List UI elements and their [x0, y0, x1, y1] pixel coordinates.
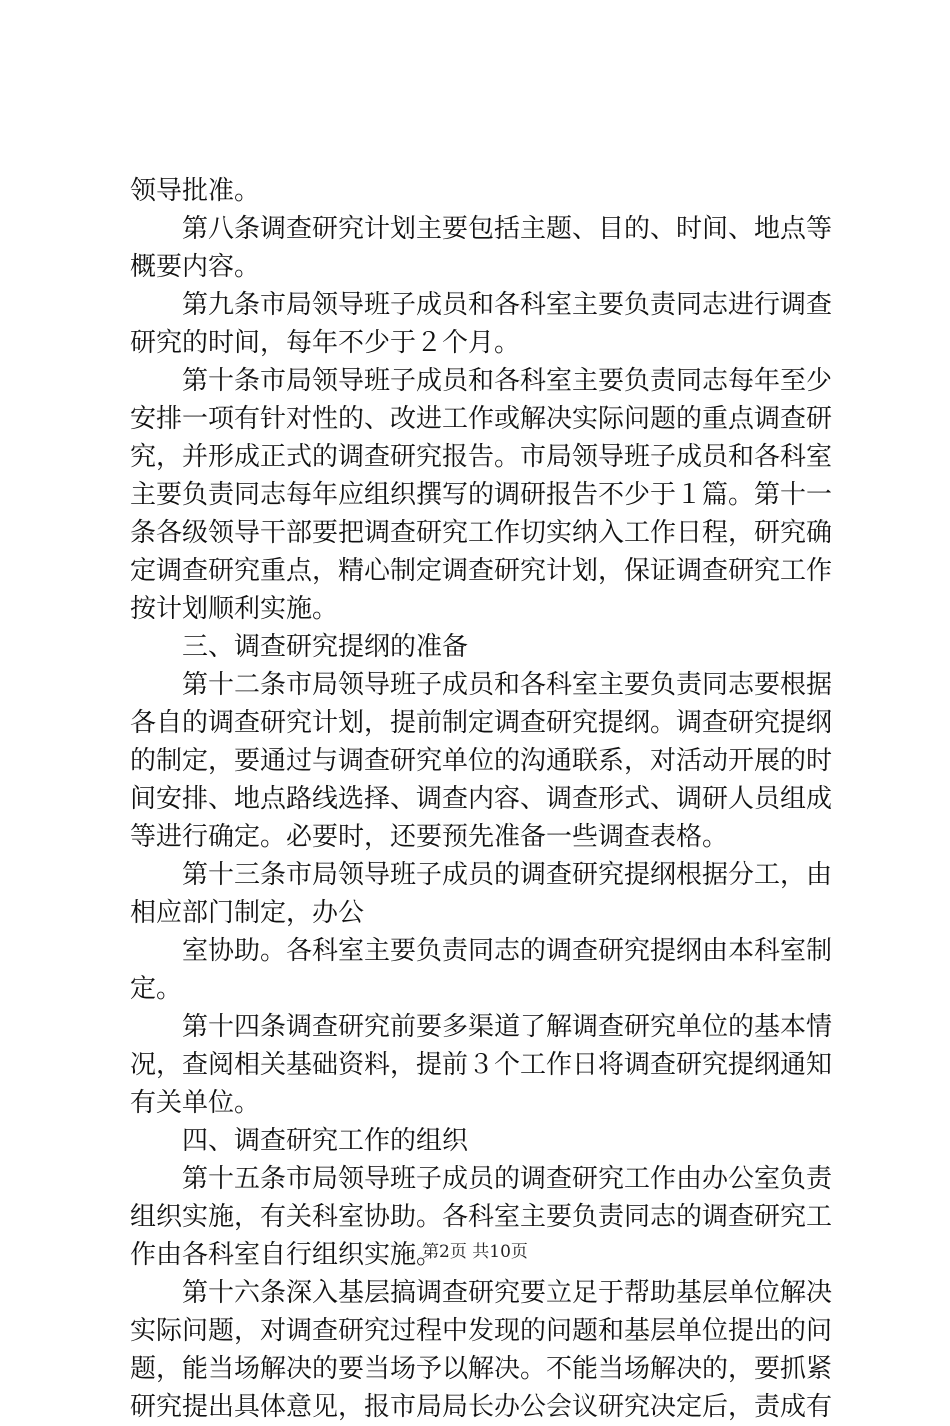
- text-line: 研究的时间，每年不少于２个月。: [130, 328, 521, 358]
- text-line: 安排一项有针对性的、改进工作或解决实际问题的重点调查研: [130, 404, 833, 434]
- section-heading-4: 四、调查研究工作的组织: [182, 1126, 469, 1156]
- paragraph-article-9-line: 第九条市局领导班子成员和各科室主要负责同志进行调查: [182, 290, 833, 320]
- text-line: 条各级领导干部要把调查研究工作切实纳入工作日程，研究确: [130, 518, 833, 548]
- text-line: 况，查阅相关基础资料，提前３个工作日将调查研究提纲通知: [130, 1050, 833, 1080]
- paragraph-article-15-line: 第十五条市局领导班子成员的调查研究工作由办公室负责: [182, 1164, 833, 1194]
- text-line: 定。: [130, 974, 183, 1004]
- paragraph-article-8-line: 第八条调查研究计划主要包括主题、目的、时间、地点等: [182, 214, 833, 244]
- text-line: 实际问题，对调查研究过程中发现的问题和基层单位提出的问: [130, 1316, 833, 1346]
- text-line: 定调查研究重点，精心制定调查研究计划，保证调查研究工作: [130, 556, 833, 586]
- text-line: 室协助。各科室主要负责同志的调查研究提纲由本科室制: [182, 936, 833, 966]
- text-line: 按计划顺利实施。: [130, 594, 339, 624]
- text-line: 研究提出具体意见，报市局局长办公会议研究决定后，责成有: [130, 1392, 833, 1422]
- paragraph-article-16-line: 第十六条深入基层搞调查研究要立足于帮助基层单位解决: [182, 1278, 833, 1308]
- text-line: 相应部门制定，办公: [130, 898, 365, 928]
- text-line: 有关单位。: [130, 1088, 261, 1118]
- text-line: 等进行确定。必要时，还要预先准备一些调查表格。: [130, 822, 729, 852]
- text-line: 作由各科室自行组织实施。: [130, 1240, 443, 1270]
- text-line: 的制定，要通过与调查研究单位的沟通联系，对活动开展的时: [130, 746, 833, 776]
- section-heading-3: 三、调查研究提纲的准备: [182, 632, 469, 662]
- paragraph-article-14-line: 第十四条调查研究前要多渠道了解调查研究单位的基本情: [182, 1012, 833, 1042]
- document-body: [130, 172, 833, 1426]
- text-line: 究，并形成正式的调查研究报告。市局领导班子成员和各科室: [130, 442, 833, 472]
- paragraph-article-10-line: 第十条市局领导班子成员和各科室主要负责同志每年至少: [182, 366, 833, 396]
- text-line: 主要负责同志每年应组织撰写的调研报告不少于１篇。第十一: [130, 480, 833, 510]
- text-line: 领导批准。: [130, 176, 261, 206]
- text-line: 概要内容。: [130, 252, 261, 282]
- page-footer: 第2页 共10页: [422, 1242, 528, 1262]
- text-line: 题，能当场解决的要当场予以解决。不能当场解决的，要抓紧: [130, 1354, 833, 1384]
- text-line: 间安排、地点路线选择、调查内容、调查形式、调研人员组成: [130, 784, 833, 814]
- paragraph-article-12-line: 第十二条市局领导班子成员和各科室主要负责同志要根据: [182, 670, 833, 700]
- text-line: 各自的调查研究计划，提前制定调查研究提纲。调查研究提纲: [130, 708, 833, 738]
- text-line: 组织实施，有关科室协助。各科室主要负责同志的调查研究工: [130, 1202, 833, 1232]
- paragraph-article-13-line: 第十三条市局领导班子成员的调查研究提纲根据分工，由: [182, 860, 833, 890]
